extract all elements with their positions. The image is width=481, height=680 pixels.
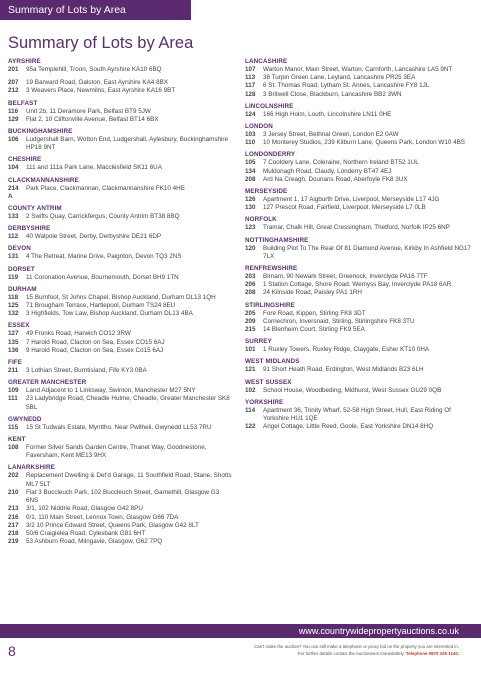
lot-address: Fore Road, Kippen, Stirling FK8 3DT bbox=[263, 309, 366, 317]
lot-address: 2 Swifts Quay, Carrickfergus, County Antrim BT38 8BQ bbox=[26, 213, 180, 221]
lot-number: 125 bbox=[8, 302, 19, 310]
lot-number: 133 bbox=[8, 213, 19, 221]
lot-address: Warton Manor, Main Street, Warton, Carnforth, Lancashire LA5 9NT bbox=[263, 66, 453, 73]
region-block bbox=[8, 416, 233, 432]
region-heading: NOTTINGHAMSHIRE bbox=[245, 236, 309, 244]
lot-row bbox=[245, 74, 475, 82]
lot-row bbox=[8, 424, 233, 432]
lot-row bbox=[8, 66, 233, 74]
lot-number: 121 bbox=[245, 366, 256, 374]
lot-address: 166 High Holm, Louth, Lincolnshire LN11 0HE bbox=[263, 110, 392, 118]
lot-row bbox=[8, 387, 233, 395]
lot-address: Corriechron, Inversnaid, Stirling, Stirlingshire FK8 3TU bbox=[263, 317, 415, 325]
region-heading: COUNTY ANTRIM bbox=[8, 205, 62, 213]
lot-number: 218 bbox=[8, 529, 19, 537]
lot-row bbox=[8, 522, 233, 530]
phone-number[interactable]: Telephone 0870 240 1140. bbox=[405, 651, 459, 657]
lot-row bbox=[8, 185, 233, 201]
region-heading: LANCASHIRE bbox=[245, 58, 288, 65]
lot-address: 7 Harold Road, Clacton on Sea, Essex CO15 6AJ bbox=[26, 338, 165, 346]
region-block bbox=[245, 58, 475, 99]
region-heading: LANARKSHIRE bbox=[8, 464, 55, 472]
lot-number: 111 bbox=[8, 395, 18, 403]
lot-address: 4 The Retreat, Marine Drive, Paignton, Devon TQ3 2NS bbox=[26, 253, 182, 261]
region-block bbox=[245, 103, 475, 119]
lot-row bbox=[245, 273, 475, 281]
lot-address: Flat 3 Buccleuch Park, 102 Buccleuch Street, Garnethill, Glasgow G3 6NS bbox=[26, 488, 220, 505]
lot-number: 103 bbox=[245, 131, 256, 139]
lot-row bbox=[245, 82, 475, 90]
lot-number: 202 bbox=[8, 472, 19, 480]
lot-number: 216 bbox=[8, 513, 19, 521]
region-block bbox=[8, 177, 233, 201]
lot-row bbox=[245, 111, 475, 119]
lot-row bbox=[245, 387, 475, 395]
lot-number: 116 bbox=[8, 107, 19, 115]
lot-number: 127 bbox=[8, 330, 19, 338]
region-block bbox=[245, 358, 475, 374]
lot-row bbox=[245, 131, 475, 139]
left-column bbox=[8, 58, 233, 550]
region-block bbox=[245, 338, 475, 354]
lot-number: 117 bbox=[245, 82, 256, 90]
lot-row bbox=[245, 289, 475, 297]
lot-address: Tramar, Chalk Hill, Great Cressingham, Thetford, Norfolk IP25 6NP bbox=[263, 224, 450, 232]
lot-row bbox=[8, 538, 233, 546]
lot-row bbox=[8, 116, 233, 124]
lot-row bbox=[245, 204, 475, 212]
lot-address: Park Place, Clackmannan, Clackmannanshire FK10 4HE bbox=[26, 184, 185, 192]
lot-address: 3/1, 102 Niddrie Road, Glasgow G42 8PU bbox=[26, 505, 143, 513]
lot-number: 118 bbox=[8, 293, 19, 301]
lot-address: 10 Monterey Studios, 239 Kilburn Lane, Queens Park, London W10 4BS bbox=[263, 139, 465, 147]
lot-row bbox=[8, 213, 233, 221]
lot-row bbox=[8, 108, 233, 116]
lot-address: Former Silver Sands Garden Centre, Thanet Way, Goodnestone, Faversham, Kent ME13 9HX bbox=[26, 444, 207, 460]
lot-row bbox=[8, 367, 233, 375]
region-block bbox=[8, 128, 233, 152]
lot-row bbox=[8, 79, 233, 87]
lot-address: 71 Brougham Terrace, Hartlepool, Durham TS24 8EU bbox=[26, 302, 176, 310]
lot-number: 102 bbox=[245, 386, 256, 394]
region-block bbox=[8, 100, 233, 124]
lot-number: 110 bbox=[245, 139, 256, 147]
region-heading: CLACKMANNANSHIRE bbox=[8, 176, 79, 184]
lot-number: 129 bbox=[8, 115, 19, 123]
lot-number: 203 bbox=[245, 273, 256, 281]
lot-address: 49 Fronks Road, Harwich CO12 3RW bbox=[26, 330, 131, 338]
lot-address: Ludgershall Barn, Wotton End, Ludgershall, Aylesbury, Buckinghamshire HP18 9NT bbox=[26, 136, 228, 152]
lot-address: 1 Ruxley Towers, Ruxley Ridge, Claygate, Esher KT10 0HA bbox=[263, 346, 430, 354]
lot-row bbox=[245, 407, 475, 423]
lot-number: 213 bbox=[8, 505, 19, 513]
lot-address: School House, Woodbeding, Midhurst, West Sussex GU29 0QB bbox=[263, 386, 442, 394]
region-block bbox=[8, 225, 233, 241]
lot-address: Building Plot To The Rear Of 81 Diamond Avenue, Kirkby In Ashfield NG17 7LX bbox=[263, 244, 471, 260]
right-column bbox=[245, 58, 475, 435]
region-block bbox=[245, 123, 475, 147]
lot-row bbox=[8, 253, 233, 261]
region-heading: LONDONDERRY bbox=[245, 151, 296, 159]
section-banner: Summary of Lots by Area bbox=[0, 0, 191, 20]
lot-address: Apartment 1, 17 Aigburth Drive, Liverpool, Merseyside L17 4JG bbox=[263, 196, 440, 204]
region-heading: STIRLINGSHIRE bbox=[245, 301, 295, 309]
region-heading: LINCOLNSHIRE bbox=[245, 102, 294, 110]
lot-row bbox=[245, 66, 475, 74]
lot-number: 212 bbox=[8, 87, 19, 95]
lot-address: 95a Templehill, Troon, South Ayrshire KA10 6BQ bbox=[26, 66, 162, 73]
region-block bbox=[245, 216, 475, 232]
lot-number: 112 bbox=[8, 233, 19, 241]
lot-address: 23 Ladybridge Road, Cheadle Hulme, Cheadle, Greater Manchester SK8 5BL bbox=[26, 395, 230, 411]
lot-address: 3 Jersey Street, Bethnal Green, London E2 0AW bbox=[263, 131, 399, 139]
lot-row bbox=[245, 196, 475, 204]
lot-address: 14 Blenheim Court, Stirling FK9 5EA bbox=[263, 326, 365, 334]
region-block bbox=[8, 286, 233, 319]
lot-address: Birnam, 90 Newark Street, Greenock, Inverclyde PA16 7TF bbox=[263, 273, 428, 281]
lot-address: 3 Lothian Street, Burntisland, Fife KY3 0BA bbox=[26, 367, 147, 375]
lot-row bbox=[8, 514, 233, 522]
lot-row bbox=[245, 346, 475, 354]
lot-row bbox=[8, 505, 233, 513]
lot-row bbox=[8, 444, 233, 460]
lot-row bbox=[8, 136, 233, 152]
lot-row bbox=[245, 326, 475, 334]
lot-number: 211 bbox=[8, 367, 19, 375]
footer-note-line1: Can't make the auction? You can still make a telephone or proxy bid on the property you are interested in. bbox=[254, 644, 459, 649]
lot-row bbox=[8, 302, 233, 310]
lot-row bbox=[245, 423, 475, 431]
region-block bbox=[8, 464, 233, 546]
region-block bbox=[8, 322, 233, 355]
region-heading: YORKSHIRE bbox=[245, 398, 284, 406]
lot-row bbox=[8, 339, 233, 347]
lot-number: 130 bbox=[245, 204, 256, 212]
region-block bbox=[8, 245, 233, 261]
lot-row bbox=[8, 472, 233, 488]
region-block bbox=[245, 302, 475, 335]
lot-address: 15 St Tudwals Estate, Mynttho, Near Pwllheli, Gwynedd LL53 7RU bbox=[26, 423, 212, 431]
lot-number: 136 bbox=[8, 346, 19, 354]
lot-number: 214 A bbox=[8, 184, 19, 200]
lot-row bbox=[8, 310, 233, 318]
lot-number: 206 bbox=[245, 281, 256, 289]
lot-number: 113 bbox=[245, 74, 256, 82]
lot-row bbox=[245, 91, 475, 99]
lot-address: 24 Kilnside Road, Paisley PA1 1RH bbox=[263, 289, 362, 297]
lot-address: 53 Ashburn Road, Milngavie, Glasgow, G62 7PQ bbox=[26, 538, 163, 546]
page-title: Summary of Lots by Area bbox=[8, 34, 194, 52]
lot-address: 0/1, 110 Main Street, Lennox Town, Glasgow G66 7DA bbox=[26, 513, 179, 521]
lot-address: Replacement Dwelling & Det'd Garage, 11 Southfield Road, Stane, Shotts ML7 5LT bbox=[26, 472, 232, 488]
lot-number: 107 bbox=[245, 66, 256, 73]
region-heading: DERBYSHIRE bbox=[8, 225, 51, 233]
lot-row bbox=[8, 294, 233, 302]
lot-address: 15 Burnfoot, St Johns Chapel, Bishop Auckland, Durham DL13 1QH bbox=[26, 293, 216, 301]
region-block bbox=[8, 436, 233, 460]
lot-number: 210 bbox=[8, 488, 19, 496]
lot-address: 11 Coronation Avenue, Bournemouth, Dorset BH9 1TN bbox=[26, 273, 179, 281]
lot-address: 3 Weavers Place, Newmilns, East Ayrshire KA16 9BT bbox=[26, 87, 176, 95]
region-heading: GWYNEDD bbox=[8, 415, 42, 423]
lot-address: 3/2 10 Prince Edward Street, Queens Park, Glasgow G42 8LT bbox=[26, 521, 199, 529]
lot-row bbox=[8, 530, 233, 538]
lot-address: 3 Britwell Close, Blackburn, Lancashire BB2 3WN bbox=[263, 90, 402, 98]
lot-number: 120 bbox=[245, 244, 256, 252]
lot-number: 115 bbox=[8, 423, 19, 431]
lot-row bbox=[245, 366, 475, 374]
region-heading: LONDON bbox=[245, 123, 273, 131]
lot-number: 104 bbox=[8, 164, 19, 172]
lot-address: 3 Highfields, Tow Law, Bishop Auckland, Durham DL13 4BA bbox=[26, 310, 193, 318]
lot-number: 135 bbox=[8, 338, 19, 346]
lot-row bbox=[245, 245, 475, 261]
lot-address: 91 Short Heath Road, Erdington, West Midlands B23 6LH bbox=[263, 366, 424, 374]
lot-address: 127 Prescot Road, Fairfield, Liverpool, Merseyside L7 0LB bbox=[263, 204, 426, 212]
footer-note-text: For further details contact the Auctioneers immediately. bbox=[297, 651, 406, 657]
lot-row bbox=[245, 176, 475, 184]
region-heading: DORSET bbox=[8, 265, 35, 273]
lot-number: 126 bbox=[245, 196, 256, 204]
lot-address: 40 Walpole Street, Derby, Derbyshire DE21 6DP bbox=[26, 233, 162, 241]
lot-address: 6 St. Thomas Road, Lytham St. Annes, Lancashire FY8 1JL bbox=[263, 82, 430, 90]
lot-address: 111 and 111a Park Lane, Macclesfield SK11 6UA bbox=[26, 164, 162, 172]
lot-number: 109 bbox=[8, 387, 19, 395]
lot-address: Muldonagh Road, Claudy, Londerry BT47 4EJ bbox=[263, 167, 392, 175]
lot-row bbox=[245, 281, 475, 289]
region-heading: KENT bbox=[8, 436, 26, 444]
lot-number: 123 bbox=[245, 224, 256, 232]
lot-number: 207 bbox=[8, 79, 19, 87]
region-heading: DURHAM bbox=[8, 285, 37, 293]
region-heading: AYRSHIRE bbox=[8, 58, 41, 65]
lot-number: 106 bbox=[8, 136, 19, 144]
region-heading: RENFREWSHIRE bbox=[245, 265, 298, 273]
region-block bbox=[8, 156, 233, 172]
lot-number: 205 bbox=[245, 309, 256, 317]
lot-number: 124 bbox=[245, 110, 256, 118]
region-block bbox=[8, 379, 233, 412]
lot-row bbox=[8, 330, 233, 338]
region-block bbox=[8, 205, 233, 221]
region-block bbox=[245, 265, 475, 298]
region-heading: CHESHIRE bbox=[8, 156, 42, 164]
region-heading: BUCKINGHAMSHIRE bbox=[8, 128, 73, 136]
lot-address: 38 Turpin Green Lane, Leyland, Lancashire PR25 3EA bbox=[263, 74, 416, 82]
region-block bbox=[245, 399, 475, 432]
lot-number: 128 bbox=[245, 90, 256, 98]
lot-number: 208 bbox=[245, 289, 256, 297]
region-block bbox=[245, 151, 475, 184]
lot-number: 201 bbox=[8, 66, 19, 73]
lot-row bbox=[245, 159, 475, 167]
lot-number: 108 bbox=[8, 444, 19, 452]
lot-row bbox=[245, 224, 475, 232]
page-number: 8 bbox=[8, 643, 16, 659]
lot-address: Apartment 36, Trinity Wharf, 52-58 High Street, Hull, East Riding Of Yorkshire HU1 1QE bbox=[263, 406, 451, 423]
lot-row bbox=[8, 274, 233, 282]
lot-address: 19 Barward Road, Galston, East Ayrshire KA4 8BX bbox=[26, 79, 168, 87]
region-block bbox=[245, 237, 475, 261]
region-block bbox=[8, 266, 233, 282]
lot-number: 101 bbox=[245, 346, 256, 354]
lot-address: 1 Station Cottage, Shore Road, Wemyss Bay, Inverclyde PA18 6AR bbox=[263, 281, 452, 289]
lot-row bbox=[8, 87, 233, 95]
lot-row bbox=[8, 395, 233, 411]
lot-number: 114 bbox=[245, 406, 256, 414]
lot-row bbox=[245, 139, 475, 147]
region-heading: MERSEYSIDE bbox=[245, 188, 288, 196]
lot-number: 217 bbox=[8, 521, 19, 529]
lot-number: 122 bbox=[245, 423, 256, 431]
lot-address: Angel Cottage, Little Reed, Goole, East Yorkshire DN14 8HQ bbox=[263, 423, 434, 431]
region-heading: ESSEX bbox=[8, 322, 30, 330]
region-heading: NORFOLK bbox=[245, 216, 277, 224]
region-block bbox=[245, 379, 475, 395]
lot-number: 219 bbox=[8, 538, 19, 546]
region-block bbox=[245, 188, 475, 212]
lot-number: 119 bbox=[8, 273, 19, 281]
region-heading: WEST SUSSEX bbox=[245, 378, 292, 386]
lot-number: 208 bbox=[245, 175, 256, 183]
region-block bbox=[8, 58, 233, 96]
lot-address: Unit 2b, 11 Deramore Park, Belfast BT9 5JW bbox=[26, 107, 151, 115]
lot-number: 215 bbox=[245, 326, 256, 334]
lot-number: 132 bbox=[8, 310, 19, 318]
lot-number: 105 bbox=[245, 159, 256, 167]
lot-number: 209 bbox=[245, 317, 256, 325]
footer-note-line2 bbox=[254, 650, 459, 657]
lot-address: Flat 2, 10 Cliftonville Avenue, Belfast BT14 6BX bbox=[26, 115, 159, 123]
region-heading: FIFE bbox=[8, 359, 23, 367]
lot-number: 134 bbox=[245, 167, 256, 175]
lot-row bbox=[8, 347, 233, 355]
footer-note bbox=[254, 643, 459, 658]
lot-address: 9 Harold Road, Clacton on Sea, Essex Co15 6AJ bbox=[26, 346, 164, 354]
region-heading: WEST MIDLANDS bbox=[245, 358, 300, 366]
lot-address: 50/6 Craigielea Road, Cylesbank G81 6HT bbox=[26, 529, 146, 537]
lot-address: Land Adjacent to 1 Linksway, Swinton, Manchester M27 5NY bbox=[26, 387, 196, 395]
region-heading: BELFAST bbox=[8, 99, 38, 107]
region-heading: SURREY bbox=[245, 338, 272, 346]
lot-row bbox=[8, 164, 233, 172]
lot-number: 131 bbox=[8, 253, 19, 261]
lot-row bbox=[245, 310, 475, 318]
region-block bbox=[8, 359, 233, 375]
lot-row bbox=[245, 168, 475, 176]
region-heading: DEVON bbox=[8, 245, 31, 253]
lot-row bbox=[245, 318, 475, 326]
lot-address: 7 Cooldery Lane, Coleraine, Northern Ireland BT52 1UL bbox=[263, 159, 419, 167]
lot-row bbox=[8, 233, 233, 241]
lot-address: Ard Na Creagh, Dounans Road, Aberfoyle FK8 3UX bbox=[263, 175, 408, 183]
lot-row bbox=[8, 489, 233, 505]
region-heading: GREATER MANCHESTER bbox=[8, 379, 87, 387]
website-link[interactable]: www.countrywidepropertyauctions.co.uk bbox=[298, 626, 459, 636]
